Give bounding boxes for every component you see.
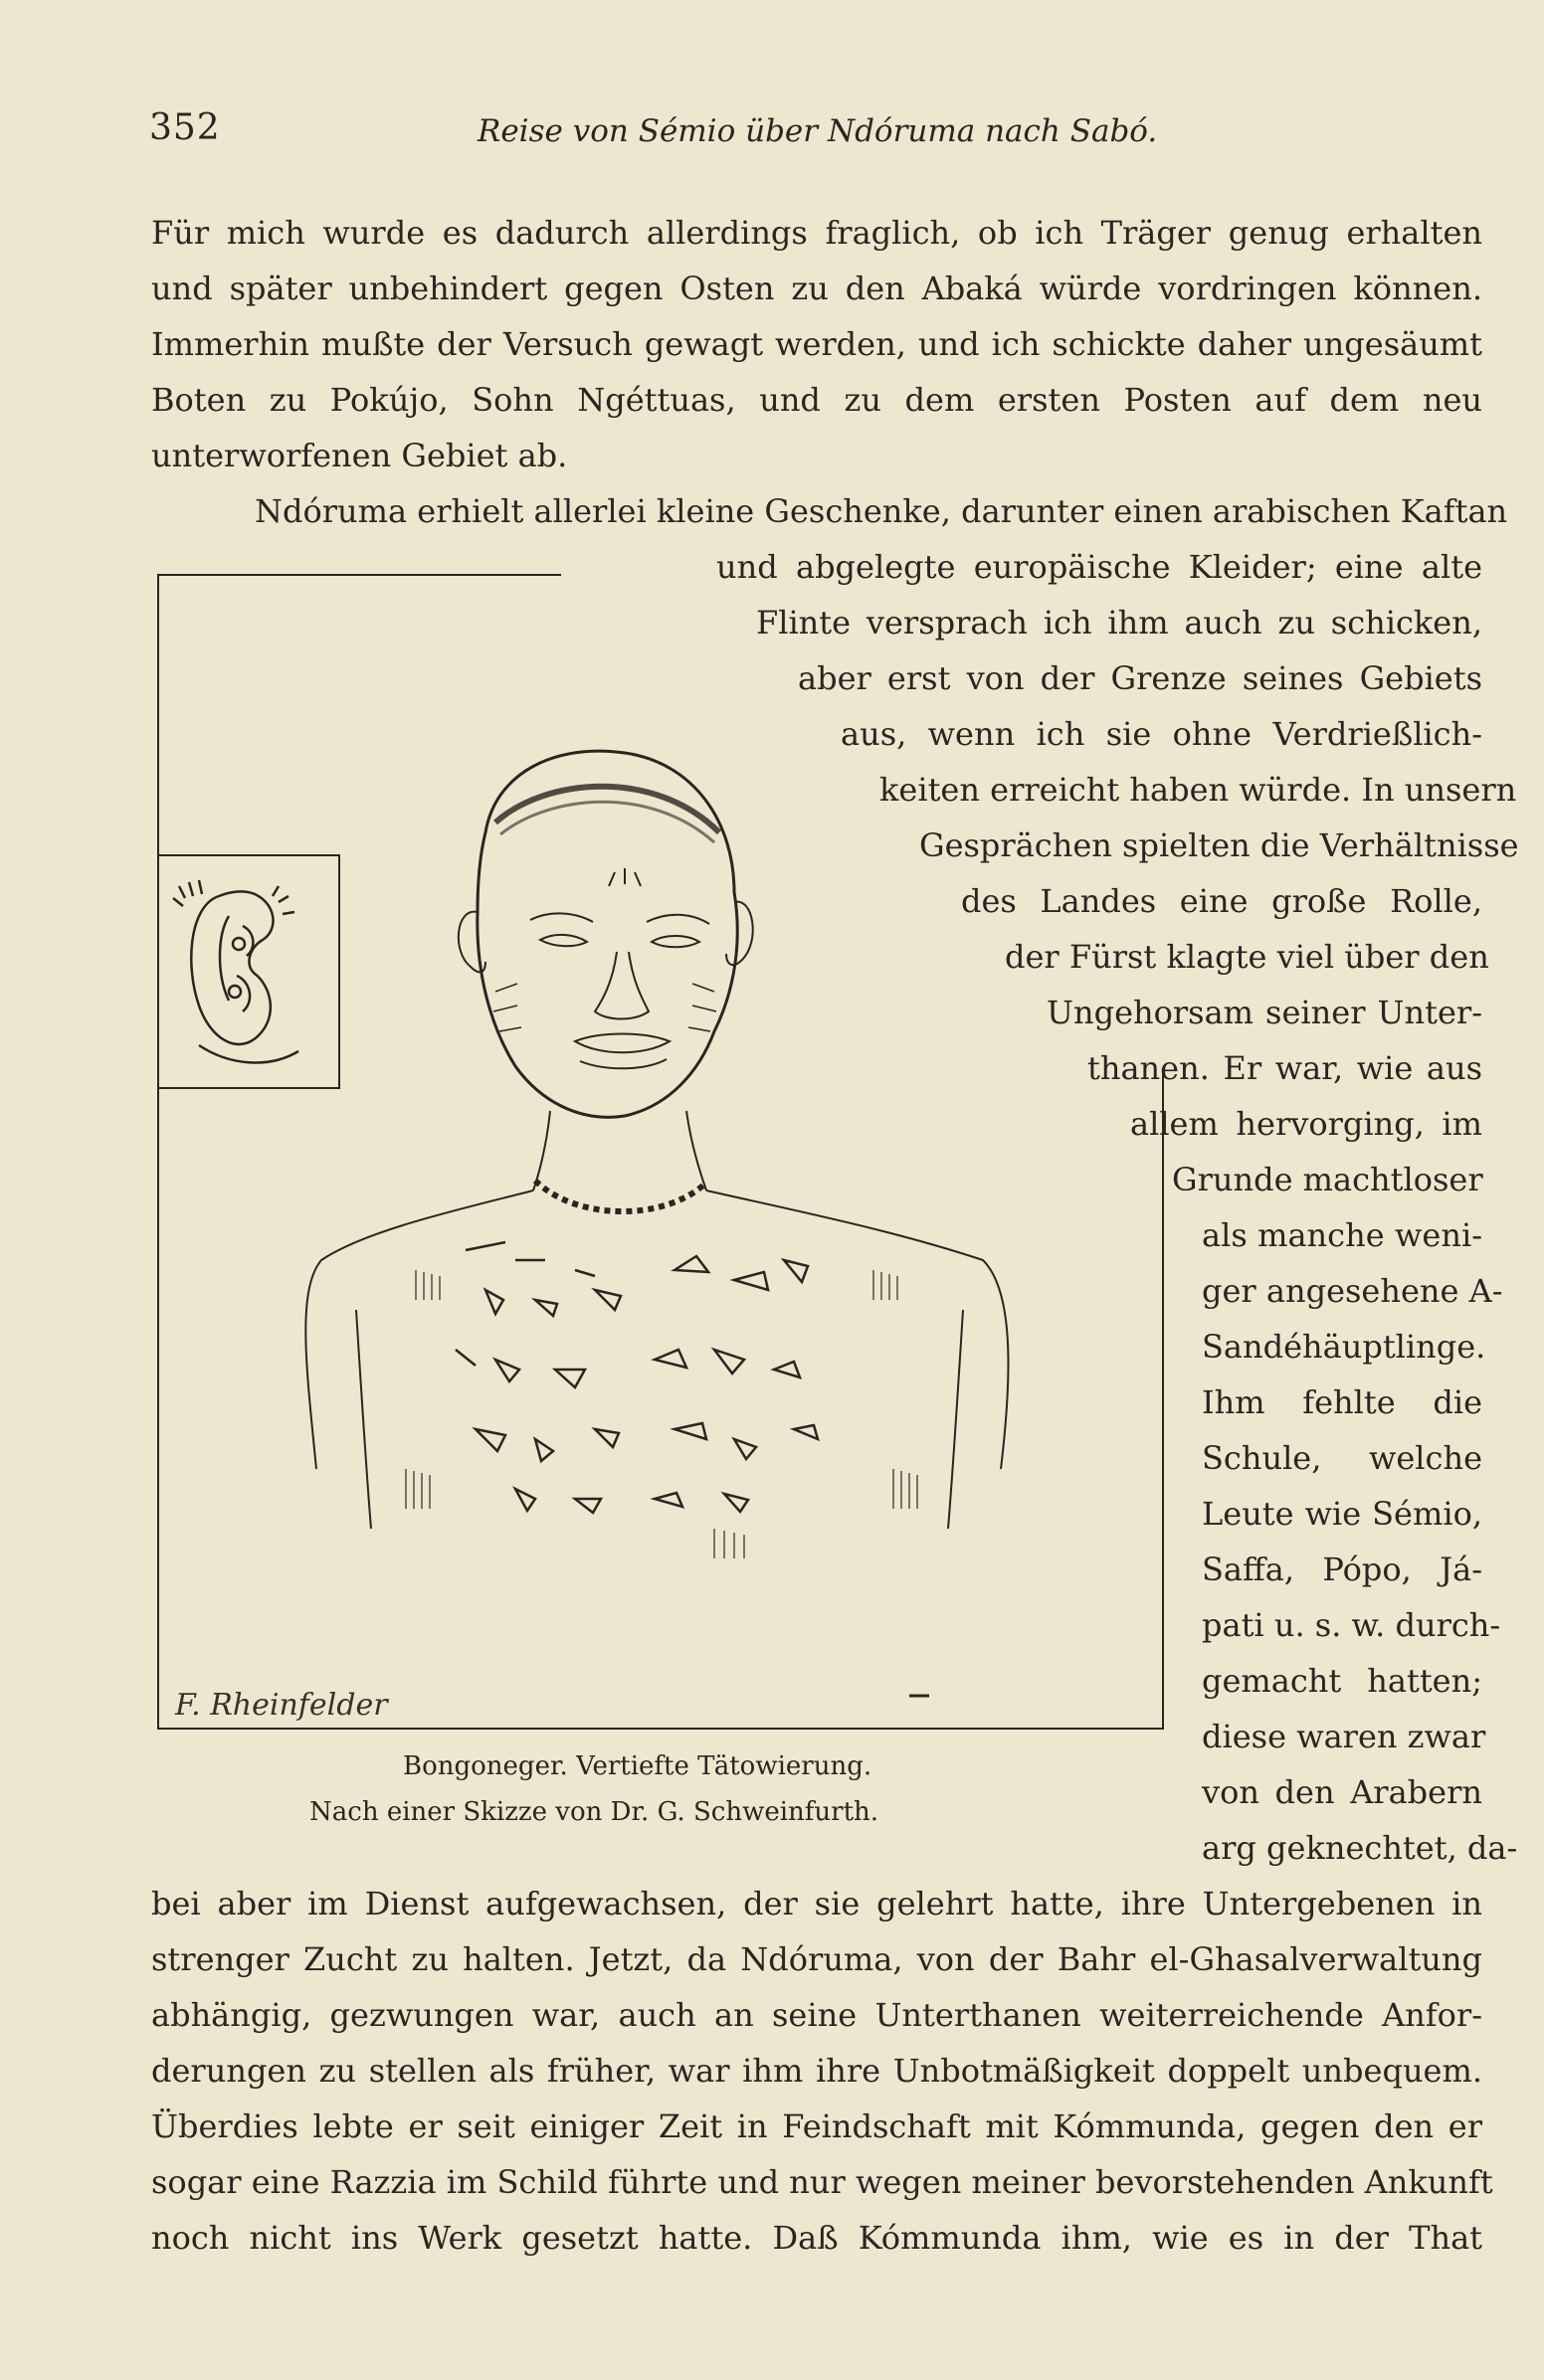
figure-illustration [157,574,1164,1730]
text-line: aber erst von der Grenze seines Gebiets [798,659,1482,697]
text-line: Für mich wurde es dadurch allerdings fraglich, ob ich Träger genug erhalten [151,214,1482,252]
text-line: Ungehorsam seiner Unter- [1047,994,1482,1031]
text-line: und später unbehindert gegen Osten zu den Abaká würde vordringen können. [151,270,1482,307]
text-line: Gesprächen spielten die Verhältnisse [919,826,1519,864]
text-line: ger angesehene A- [1202,1272,1503,1310]
text-line: gemacht hatten; [1202,1662,1482,1700]
text-line: Flinte versprach ich ihm auch zu schicken, [756,604,1482,641]
portrait-engraving [157,574,1164,1730]
text-line: und abgelegte europäische Kleider; eine alte [716,548,1482,586]
text-line: Überdies lebte er seit einiger Zeit in Feindschaft mit Kómmunda, gegen den er [151,2107,1482,2145]
text-line: Leute wie Sémio, [1202,1495,1482,1533]
text-line: Ihm fehlte die [1202,1383,1482,1421]
text-line: der Fürst klagte viel über den [1005,938,1489,976]
text-line: thanen. Er war, wie aus [1087,1049,1482,1087]
text-line: diese waren zwar [1202,1718,1486,1755]
text-line: allem hervorging, im [1130,1105,1482,1143]
text-line: abhängig, gezwungen war, auch an seine Unterthanen weiterreichende Anfor- [151,1996,1482,2034]
text-line: von den Arabern [1202,1773,1482,1811]
text-line: bei aber im Dienst aufgewachsen, der sie gelehrt hatte, ihre Untergebenen in [151,1885,1482,1922]
page-number: 352 [149,107,221,148]
running-title: Reise von Sémio über Ndóruma nach Sabó. [478,113,1158,149]
text-line: Schule, welche [1202,1439,1482,1477]
text-line: arg geknechtet, da- [1202,1829,1518,1867]
text-line: des Landes eine große Rolle, [961,882,1482,920]
text-line: pati u. s. w. durch- [1202,1606,1501,1644]
text-line: Immerhin mußte der Versuch gewagt werden, und ich schickte daher ungesäumt [151,325,1482,363]
page-header [149,107,1482,167]
artist-signature: F. Rheinfelder [175,1688,388,1723]
text-line: Sandéhäuptlinge. [1202,1328,1486,1366]
text-line: Ndóruma erhielt allerlei kleine Geschenke, darunter einen arabischen Kaftan [255,492,1508,530]
text-line: sogar eine Razzia im Schild führte und nur wegen meiner bevorstehenden Ankunft [151,2163,1493,2201]
text-line: Boten zu Pokújo, Sohn Ngéttuas, und zu dem ersten Posten auf dem neu [151,381,1482,419]
text-line: noch nicht ins Werk gesetzt hatte. Daß Kómmunda ihm, wie es in der That [151,2219,1482,2257]
text-line: als manche weni- [1202,1216,1482,1254]
figure-caption-line-1: Bongoneger. Vertiefte Tätowierung. [403,1751,872,1781]
text-line: Grunde machtloser [1172,1161,1483,1198]
text-line: strenger Zucht zu halten. Jetzt, da Ndóruma, von der Bahr el-Ghasalverwaltung [151,1940,1482,1978]
text-line: Saffa, Pópo, Já- [1202,1551,1482,1588]
figure-caption-line-2: Nach einer Skizze von Dr. G. Schweinfurth. [309,1797,879,1827]
text-line: keiten erreicht haben würde. In unsern [879,771,1517,809]
text-line: unterworfenen Gebiet ab. [151,437,568,474]
text-line: derungen zu stellen als früher, war ihm ihre Unbotmäßigkeit doppelt unbequem. [151,2052,1482,2090]
text-line: aus, wenn ich sie ohne Verdrießlich- [841,715,1482,753]
